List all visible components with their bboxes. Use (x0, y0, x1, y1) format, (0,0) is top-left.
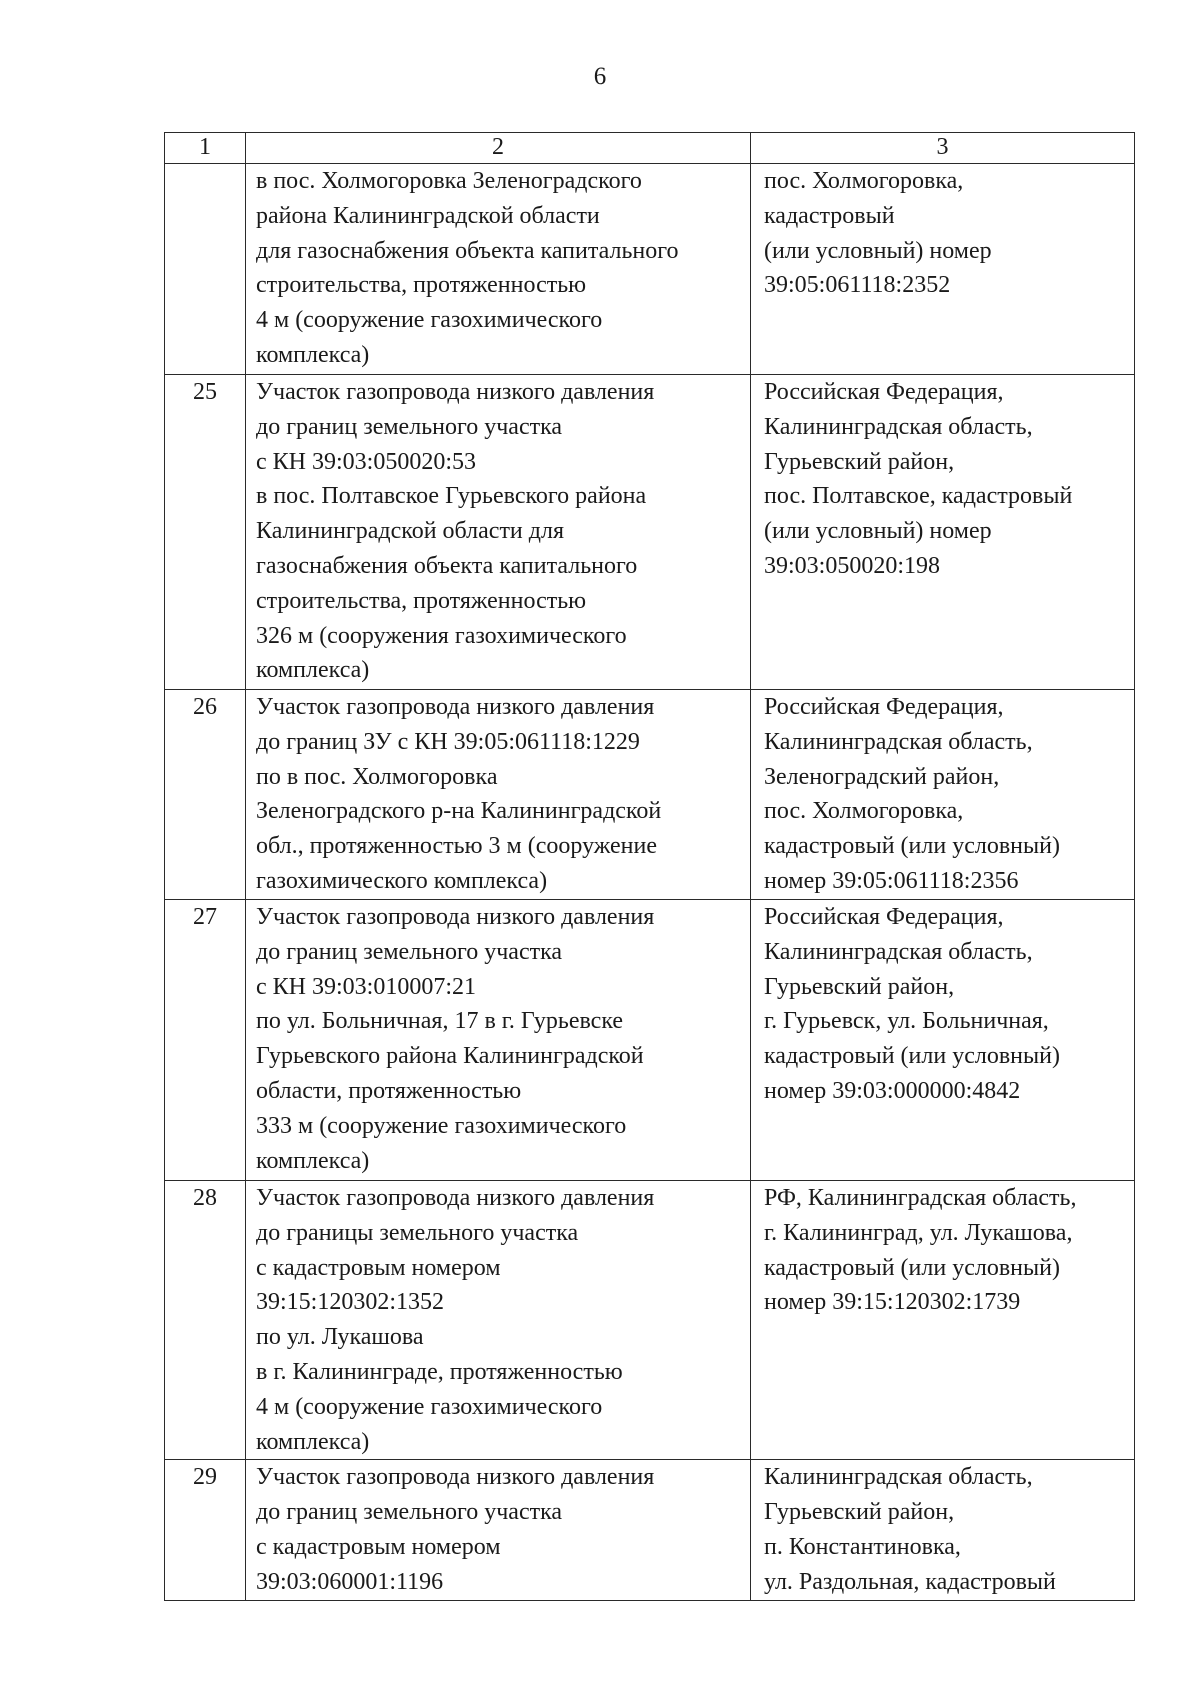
location-text: Российская Федерация, Калининградская область, Гурьевский район, г. Гурьевск, ул. Больничная, кадастровый (или условный) номер 39:03:000000:4842 (764, 904, 1060, 1104)
column-header: 1 (165, 133, 246, 164)
location-text: Калининградская область, Гурьевский район, п. Константиновка, ул. Раздольная, кадастровый (764, 1464, 1056, 1595)
description-cell (246, 690, 751, 900)
column-header: 2 (246, 133, 751, 164)
registry-table (164, 132, 1135, 1601)
description-text: Участок газопровода низкого давления до границы земельного участка с кадастровым номером 39:15:120302:1352 по ул. Лукашова в г. Калининграде, протяженностью 4 м (сооружение газохимического комплекса) (256, 1185, 655, 1455)
table-row (165, 1181, 1135, 1460)
location-text: Российская Федерация, Калининградская область, Гурьевский район, пос. Полтавское, кадастровый (или условный) номер 39:03:050020:198 (764, 379, 1073, 579)
description-cell (246, 375, 751, 690)
row-number: 25 (165, 375, 246, 690)
description-cell (246, 1460, 751, 1601)
table-row (165, 375, 1135, 690)
description-cell (246, 900, 751, 1181)
table-header-row (165, 133, 1135, 164)
location-cell (751, 1181, 1135, 1460)
description-text: в пос. Холмогоровка Зеленоградского района Калининградской области для газоснабжения объекта капитального строительства, протяженностью 4 м (сооружение газохимического комплекса) (256, 168, 679, 368)
description-text: Участок газопровода низкого давления до границ ЗУ с КН 39:05:061118:1229 по в пос. Холмогоровка Зеленоградского р-на Калининградской обл., протяженностью 3 м (сооружение газохимического комплекса) (256, 694, 662, 894)
column-header: 3 (751, 133, 1135, 164)
location-cell (751, 375, 1135, 690)
description-text: Участок газопровода низкого давления до границ земельного участка с кадастровым номером 39:03:060001:1196 (256, 1464, 655, 1595)
row-number: 26 (165, 690, 246, 900)
description-text: Участок газопровода низкого давления до границ земельного участка с КН 39:03:050020:53 в пос. Полтавское Гурьевского района Калининградской области для газоснабжения объекта капитального строительства, протяженностью 326 м (сооружения газохимического комплекса) (256, 379, 655, 684)
location-text: пос. Холмогоровка, кадастровый (или условный) номер 39:05:061118:2352 (764, 168, 992, 299)
location-cell (751, 1460, 1135, 1601)
row-number: 29 (165, 1460, 246, 1601)
location-cell (751, 164, 1135, 375)
table-row (165, 690, 1135, 900)
description-cell (246, 164, 751, 375)
location-text: РФ, Калининградская область, г. Калининград, ул. Лукашова, кадастровый (или условный) номер 39:15:120302:1739 (764, 1185, 1077, 1316)
description-cell (246, 1181, 751, 1460)
row-number: 27 (165, 900, 246, 1181)
row-number: 28 (165, 1181, 246, 1460)
page-number: 6 (593, 63, 607, 90)
location-cell (751, 900, 1135, 1181)
table-row (165, 900, 1135, 1181)
location-text: Российская Федерация, Калининградская область, Зеленоградский район, пос. Холмогоровка, кадастровый (или условный) номер 39:05:061118:2356 (764, 694, 1060, 894)
table-row (165, 1460, 1135, 1601)
row-number (165, 164, 246, 375)
description-text: Участок газопровода низкого давления до границ земельного участка с КН 39:03:010007:21 по ул. Больничная, 17 в г. Гурьевске Гурьевского района Калининградской области, протяженностью 333 м (сооружение газохимического комплекса) (256, 904, 655, 1174)
location-cell (751, 690, 1135, 900)
table-row (165, 164, 1135, 375)
